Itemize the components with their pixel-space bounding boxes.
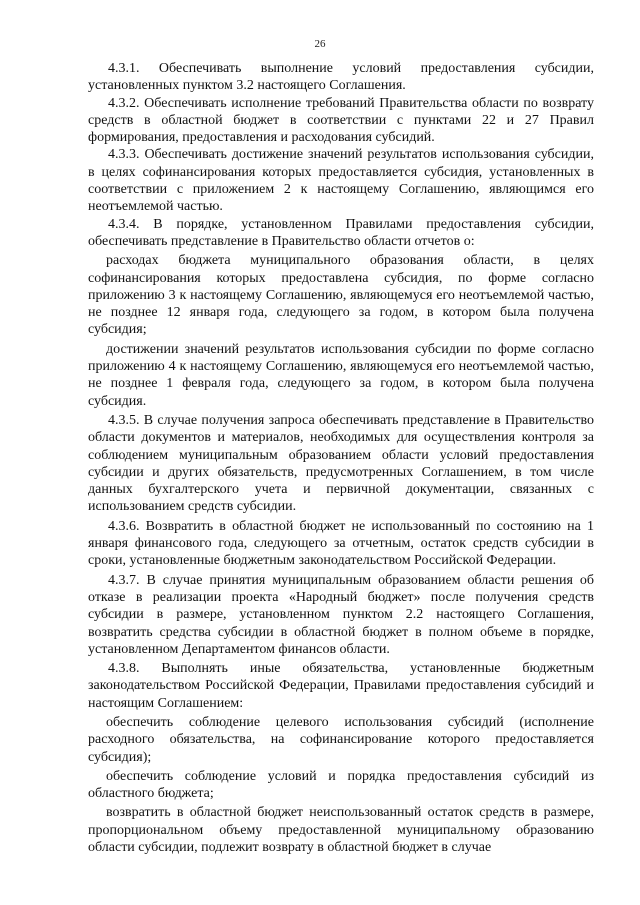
document-body [88, 60, 594, 856]
list-item-expenses-report: расходах бюджета муниципального образования области, в целях софинансирования которых предоставлена субсидия, по форме согласно приложению 3 к настоящему Соглашению, являющемуся его неотъемлемой частью, не позднее 12 января года, следующего за годом, в котором была получена субсидия; [88, 253, 594, 338]
paragraph-4-3-7: 4.3.7. В случае принятия муниципальным образованием области решения об отказе в реализации проекта «Народный бюджет» после получения средств субсидии в размере, установленном пунктом 2.2 настоящего Соглашения, возвратить средства субсидии в областной бюджет в полном объеме в порядке, установленном Департаментом финансов области. [88, 572, 594, 657]
page-number: 26 [314, 38, 326, 50]
list-item-conditions: обеспечить соблюдение условий и порядка предоставления субсидий из областного бюджета; [88, 768, 594, 802]
list-item-results-report: достижении значений результатов использования субсидии по форме согласно приложению 4 к настоящему Соглашению, являющемуся его неотъемлемой частью, не позднее 1 февраля года, следующего за годом, в котором была получена субсидия. [88, 341, 594, 409]
paragraph-4-3-8: 4.3.8. Выполнять иные обязательства, установленные бюджетным законодательством Российской Федерации, Правилами предоставления субсидий и настоящим Соглашением: [88, 661, 594, 711]
paragraph-4-3-6: 4.3.6. Возвратить в областной бюджет не использованный по состоянию на 1 января финансового года, следующего за отчетным, остаток средств субсидии в сроки, установленные бюджетным законодательством Российской Федерации. [88, 518, 594, 569]
paragraph-4-3-1: 4.3.1. Обеспечивать выполнение условий предоставления субсидии, установленных пунктом 3.2 настоящего Соглашения. [88, 61, 594, 94]
paragraph-4-3-5: 4.3.5. В случае получения запроса обеспечивать представление в Правительство области документов и материалов, необходимых для осуществления контроля за соблюдением муниципальным образованием области условий предоставления субсидии и других обязательств, предусмотренных Соглашением, в том числе данных бухгалтерского учета и первичной документации, связанных с использованием средств субсидии. [88, 412, 594, 515]
paragraph-4-3-3: 4.3.3. Обеспечивать достижение значений результатов использования субсидии, в целях софинансирования которых предоставляется субсидия, установленных в соответствии с приложением 2 к настоящему Соглашению, являющимся его неотъемлемой частью. [88, 147, 594, 215]
list-item-return-remainder: возвратить в областной бюджет неиспользованный остаток средств в размере, пропорциональном объему предоставленной муниципальному образованию области субсидии, подлежит возврату в областной бюджет в случае [88, 805, 594, 856]
list-item-target-use: обеспечить соблюдение целевого использования субсидий (исполнение расходного обязательства, на софинансирование которого предоставляется субсидия); [88, 714, 594, 765]
paragraph-4-3-4: 4.3.4. В порядке, установленном Правилами предоставления субсидии, обеспечивать представление в Правительство области отчетов о: [88, 216, 594, 249]
paragraph-4-3-2: 4.3.2. Обеспечивать исполнение требований Правительства области по возврату средств в областной бюджет в соответствии с пунктами 22 и 27 Правил формирования, предоставления и расходования субсидий. [88, 95, 594, 146]
